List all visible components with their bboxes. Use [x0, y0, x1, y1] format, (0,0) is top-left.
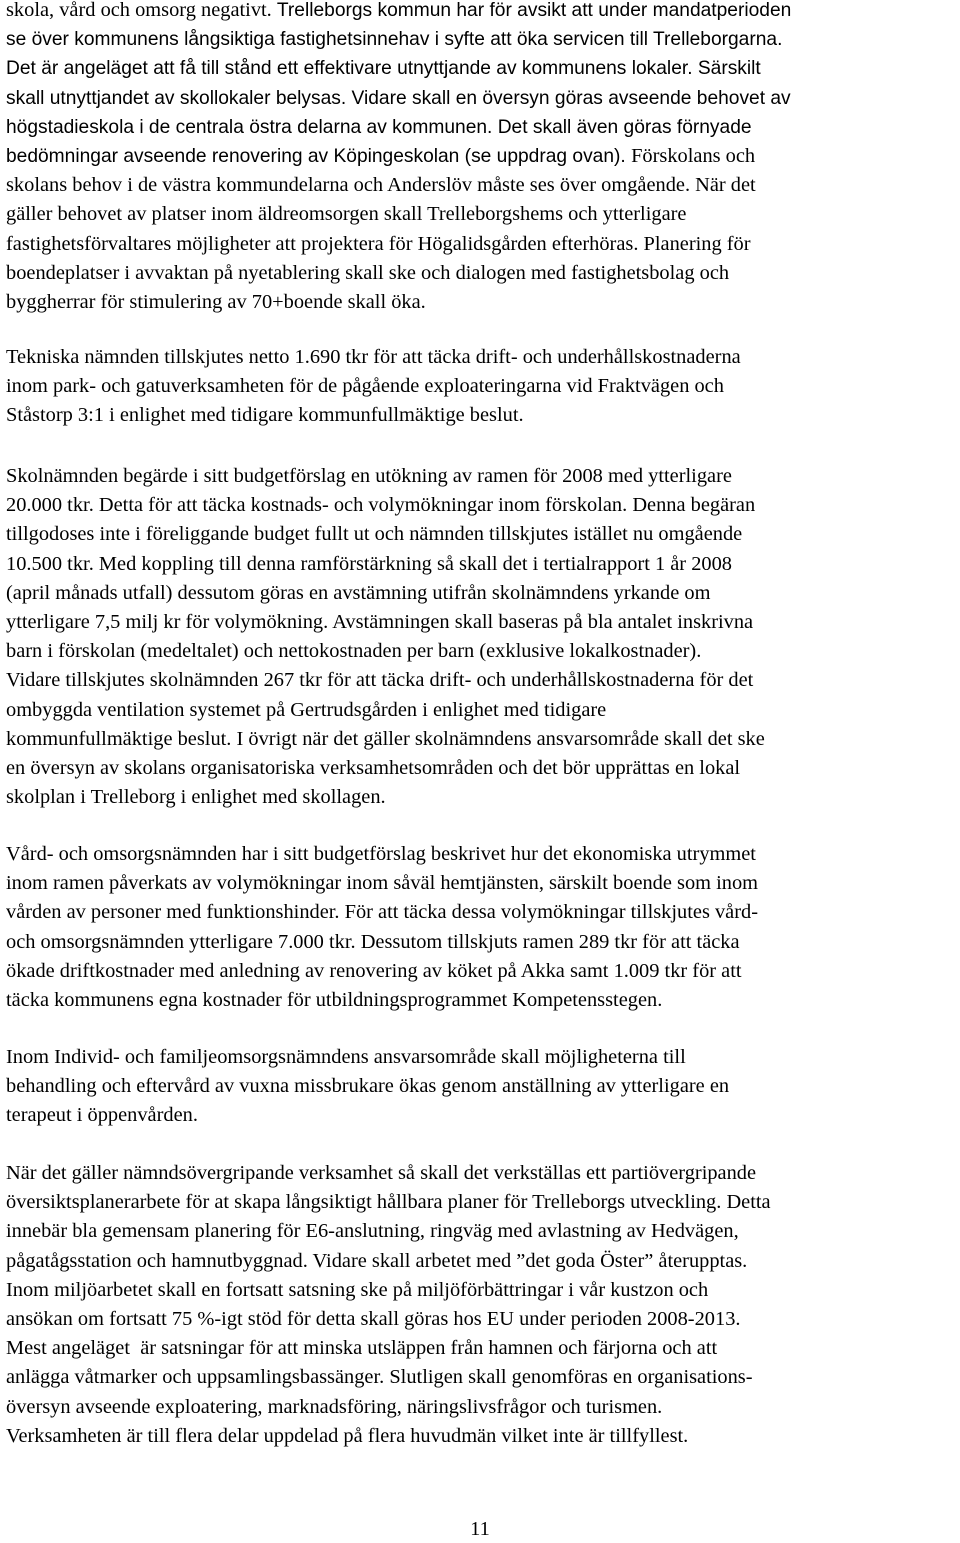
- text-segment: Verksamheten är till flera delar uppdelad på flera huvudmän vilket inte är tillfyllest.: [6, 1424, 689, 1447]
- text-line: [6, 637, 765, 666]
- text-segment: högstadieskola i de centrala östra delarna av kommunen. Det skall även göras förnyade: [6, 116, 752, 138]
- text-line: [6, 401, 741, 430]
- text-line: [6, 1188, 771, 1217]
- text-line: [6, 1363, 771, 1392]
- text-segment: behandling och eftervård av vuxna missbrukare ökas genom anställning av ytterligare en: [6, 1075, 730, 1098]
- text-segment: ytterligare 7,5 milj kr för volymökning. Avstämningen skall baseras på bla antalet inskrivna: [6, 610, 754, 633]
- text-line: [6, 986, 758, 1015]
- text-segment: skall utnyttjandet av skollokaler belysas. Vidare skall en översyn göras avseende behovet av: [6, 87, 791, 109]
- text-segment: pågatågsstation och hamnutbyggnad. Vidare skall arbetet med ”det goda Öster” återupptas.: [6, 1249, 748, 1272]
- text-segment: boendeplatser i avvaktan på nyetablering skall ske och dialogen med fastighetsbolag och: [6, 261, 730, 284]
- text-segment: ökade driftkostnader med anledning av renovering av köket på Akka samt 1.009 tkr för att: [6, 959, 742, 982]
- text-line: [6, 1101, 729, 1130]
- text-line: [6, 1217, 771, 1246]
- text-segment: inom park- och gatuverksamheten för de pågående exploateringarna vid Fraktvägen och: [6, 375, 724, 398]
- paragraph-facilities: [6, 0, 791, 317]
- paragraph-cross-board: [6, 1159, 771, 1451]
- page-number: 11: [470, 1518, 490, 1540]
- paragraph-social-services: [6, 1043, 729, 1131]
- text-line: [6, 1393, 771, 1422]
- text-line: [6, 725, 765, 754]
- text-line: [6, 171, 791, 200]
- text-segment: innebär bla gemensam planering för E6-anslutning, ringväg med avlastning av Hedvägen,: [6, 1220, 739, 1243]
- paragraph-technical-board: [6, 343, 741, 431]
- text-segment: bedömningar avseende renovering av Köpingeskolan (se uppdrag ovan).: [6, 145, 632, 167]
- text-line: [6, 1247, 771, 1276]
- text-segment: skolplan i Trelleborg i enlighet med skollagen.: [6, 786, 386, 809]
- text-segment: Vård- och omsorgsnämnden har i sitt budgetförslag beskrivet hur det ekonomiska utrymmet: [6, 843, 756, 865]
- text-segment: Skolnämnden begärde i sitt budgetförslag en utökning av ramen för 2008 med ytterligare: [6, 465, 732, 487]
- text-segment: Tekniska nämnden tillskjutes netto 1.690 tkr för att täcka drift- och underhållskostnaderna: [6, 346, 741, 368]
- text-line: [6, 1422, 771, 1451]
- text-line: [6, 1159, 771, 1188]
- text-line: [6, 0, 791, 25]
- text-segment: täcka kommunens egna kostnader för utbildningsprogrammet Kompetensstegen.: [6, 988, 663, 1011]
- text-line: [6, 343, 741, 372]
- text-line: [6, 957, 758, 986]
- text-line: [6, 1043, 729, 1072]
- text-segment: Förskolans och: [631, 144, 756, 167]
- text-line: [6, 230, 791, 259]
- text-line: [6, 696, 765, 725]
- text-segment: fastighetsförvaltares möjligheter att projektera för Högalidsgården efterhöras. Planering för: [6, 232, 751, 255]
- text-segment: skolans behov i de västra kommundelarna och Anderslöv måste ses över omgående. När det: [6, 174, 756, 197]
- text-segment: ansökan om fortsatt 75 %-igt stöd för detta skall göras hos EU under perioden 2008-2013.: [6, 1307, 741, 1330]
- text-line: [6, 754, 765, 783]
- text-segment: skola, vård och omsorg negativt.: [6, 0, 277, 21]
- text-line: [6, 840, 758, 869]
- text-line: [6, 142, 791, 171]
- text-segment: Trelleborgs kommun har för avsikt att under mandatperioden: [276, 0, 792, 21]
- text-segment: 20.000 tkr. Detta för att täcka kostnads- och volymökningar inom förskolan. Denna begäran: [6, 494, 756, 517]
- text-segment: Mest angeläget är satsningar för att minska utsläppen från hamnen och färjorna och att: [6, 1337, 718, 1360]
- text-line: [6, 1305, 771, 1334]
- text-line: [6, 783, 765, 812]
- text-segment: terapeut i öppenvården.: [6, 1104, 198, 1127]
- text-segment: Det är angeläget att få till stånd ett effektivare utnyttjande av kommunens lokaler. Särskilt: [6, 58, 761, 80]
- text-segment: byggherrar för stimulering av 70+boende skall öka.: [6, 290, 426, 313]
- text-segment: översiktsplanerarbete för at skapa långsiktigt hållbara planer för Trelleborgs utveckling. Detta: [6, 1191, 771, 1214]
- text-segment: vården av personer med funktionshinder. För att täcka dessa volymökningar tillskjutes vård-: [6, 901, 759, 924]
- paragraph-care-board: [6, 840, 758, 1015]
- text-line: [6, 113, 791, 142]
- text-segment: anlägga våtmarker och uppsamlingsbassänger. Slutligen skall genomföras en organisations-: [6, 1366, 753, 1389]
- text-line: [6, 491, 765, 520]
- text-segment: Vidare tillskjutes skolnämnden 267 tkr för att täcka drift- och underhållskostnaderna för det: [6, 669, 754, 692]
- text-segment: en översyn av skolans organisatoriska verksamhetsområden och det bör upprättas en lokal: [6, 756, 741, 779]
- text-line: [6, 84, 791, 113]
- text-segment: barn i förskolan (medeltalet) och nettokostnaden per barn (exklusive lokalkostnader).: [6, 640, 702, 663]
- text-line: [6, 1334, 771, 1363]
- text-line: [6, 869, 758, 898]
- paragraph-school-board: [6, 462, 765, 812]
- text-line: [6, 462, 765, 491]
- text-line: [6, 520, 765, 549]
- text-segment: Ståstorp 3:1 i enlighet med tidigare kommunfullmäktige beslut.: [6, 404, 524, 427]
- text-segment: När det gäller nämndsövergripande verksamhet så skall det verkställas ett partiövergripande: [6, 1162, 757, 1184]
- text-line: [6, 666, 765, 695]
- text-line: [6, 288, 791, 317]
- text-segment: inom ramen påverkats av volymökningar inom såväl hemtjänsten, särskilt boende som inom: [6, 872, 759, 895]
- text-line: [6, 54, 791, 83]
- text-segment: gäller behovet av platser inom äldreomsorgen skall Trelleborgshems och ytterligare: [6, 203, 687, 226]
- text-segment: 10.500 tkr. Med koppling till denna ramförstärkning så skall det i tertialrapport 1 år 2008: [6, 552, 732, 575]
- text-line: [6, 898, 758, 927]
- text-segment: (april månads utfall) dessutom göras en avstämning utifrån skolnämndens yrkande om: [6, 581, 711, 604]
- text-line: [6, 579, 765, 608]
- text-segment: översyn avseende exploatering, marknadsföring, näringslivsfrågor och turismen.: [6, 1395, 663, 1418]
- text-line: [6, 372, 741, 401]
- text-line: [6, 928, 758, 957]
- text-line: [6, 259, 791, 288]
- text-line: [6, 1276, 771, 1305]
- text-segment: ombyggda ventilation systemet på Gertrudsgården i enlighet med tidigare: [6, 698, 607, 721]
- text-line: [6, 25, 791, 54]
- text-segment: Inom miljöarbetet skall en fortsatt satsning ske på miljöförbättringar i vår kustzon och: [6, 1278, 709, 1301]
- text-line: [6, 1072, 729, 1101]
- text-segment: tillgodoses inte i föreliggande budget fullt ut och nämnden tillskjutes istället nu omgående: [6, 523, 743, 546]
- text-segment: och omsorgsnämnden ytterligare 7.000 tkr. Dessutom tillskjuts ramen 289 tkr för att täcka: [6, 930, 740, 953]
- text-segment: se över kommunens långsiktiga fastighetsinnehav i syfte att öka servicen till Trelleborgarna.: [6, 29, 783, 51]
- text-line: [6, 200, 791, 229]
- text-line: [6, 608, 765, 637]
- text-segment: kommunfullmäktige beslut. I övrigt när det gäller skolnämndens ansvarsområde skall det ske: [6, 727, 765, 750]
- text-segment: Inom Individ- och familjeomsorgsnämndens ansvarsområde skall möjligheterna till: [6, 1046, 686, 1068]
- text-line: [6, 550, 765, 579]
